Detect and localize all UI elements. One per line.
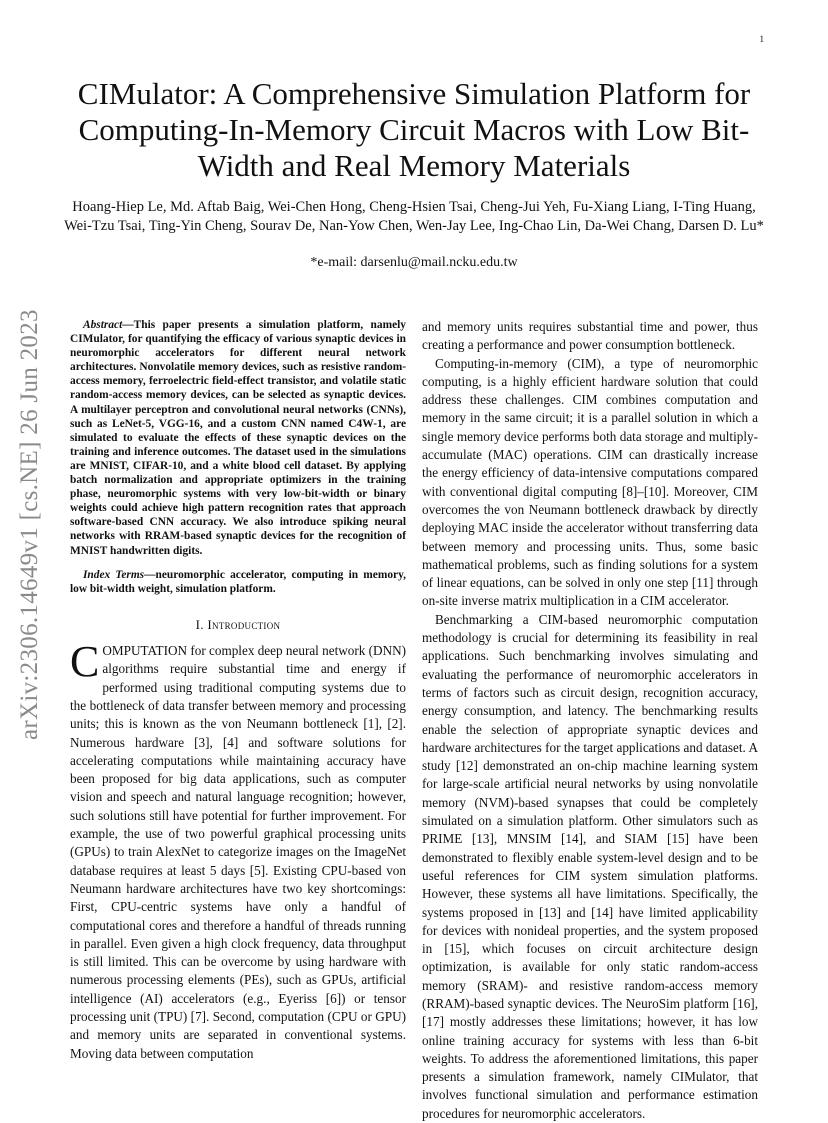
paper-title: CIMulator: A Comprehensive Simulation Platform for Computing-In-Memory Circuit Macros with Low Bit-Width and Real Memory Materials <box>77 76 751 183</box>
intro-paragraph-3: Benchmarking a CIM-based neuromorphic computation methodology is crucial for determining its feasibility in real applications. Such benchmarking involves simulating and evaluating the performance of neuromorphic accelerators in terms of factors such as circuit design, recognition accuracy, energy consumption, and latency. The benchmarking results enable the selection of appropriate synaptic devices and hardware architectures for the target applications and dataset. A study [12] demonstrated an on-chip machine learning system for large-scale artificial neural networks by using nonvolatile memory (NVM)-based synapses that could be completely simulated on a simulation platform. Other simulators such as PRIME [13], MNSIM [14], and SIAM [15] have been demonstrated to flexibly enable system-level design and to be useful references for CIM system simulation platforms. However, these systems all have limitations. Specifically, the systems proposed in [13] and [14] have limited applicability for devices with nonideal properties, and the system proposed in [15], which focuses on circuit architecture design optimization, is available for only static random-access memory (SRAM)- and resistive random-access memory (RRAM)-based synaptic devices. The NeuroSim platform [16], [17] mostly addresses these limitations; however, it has low online training accuracy for systems with less than 6-bit weights. To address the aforementioned limitations, this paper presents a simulation framework, namely CIMulator, that involves functional simulation and performance estimation procedures for neuromorphic accelerators. <box>422 611 758 1121</box>
intro-paragraph-1-continued: and memory units requires substantial time and power, thus creating a performance and power consumption bottleneck. <box>422 319 758 353</box>
index-terms-text: —neuromorphic accelerator, computing in memory, low bit-width weight, simulation platform. <box>70 568 406 595</box>
right-column <box>422 318 758 1123</box>
section-heading-introduction: I. Introduction <box>195 616 281 632</box>
left-column <box>70 318 406 1063</box>
abstract <box>70 318 406 558</box>
intro-paragraph-1 <box>70 637 407 1063</box>
index-terms-label: Index Terms <box>83 568 145 581</box>
abstract-text: —This paper presents a simulation platform, namely CIMulator, for quantifying the efficacy of various synaptic devices in neuromorphic accelerators for different neural network architectures. Nonvolatile memory devices, such as resistive random-access memory, ferroelectric field-effect transistor, and volatile static random-access memory devices, can be selected as synaptic devices. A multilayer perceptron and convolutional neural networks (CNNs), such as LeNet-5, VGG-16, and a custom CNN named C4W-1, are simulated to evaluate the effects of these synaptic devices on the training and inference outcomes. The dataset used in the simulations are MNIST, CIFAR-10, and a white blood cell dataset. By applying batch normalization and appropriate optimizers in the training phase, neuromorphic systems with very low-bit-width or binary weights could achieve high pattern recognition rates that approach software-based CNN accuracy. We also introduce spiking neural networks with RRAM-based synaptic devices for the recognition of MNIST handwritten digits. <box>70 319 406 557</box>
intro-paragraph-1-text: for complex deep neural network (DNN) algorithms require substantial time and energy if performed using traditional computing systems due to the bottleneck of data transfer between memory and processing units; this is known as the von Neumann bottleneck [1], [2]. Numerous hardware [3], [4] and software solutions for accelerating computations while maintaining accuracy have been proposed for big data applications, such as computer vision and speech and natural language recognition; however, such solutions still have potential for further improvement. For example, the use of two powerful graphical processing units (GPUs) to train AlexNet to categorize images on the ImageNet database requires at least 5 days [5]. Existing CPU-based von Neumann hardware architectures have two key shortcomings: First, CPU-centric systems have only a handful of computational cores and therefore a handful of threads running in parallel. Even given a high clock frequency, data throughput is still limited. This can be overcome by using hardware with numerous processing elements (PEs), such as GPUs, artificial intelligence (AI) accelerators (e.g., Eyeriss [6]) or tensor processing unit (TPU) [7]. Second, computation (CPU or GPU) and memory units are separated in conventional systems. Moving data between computation <box>70 643 407 1061</box>
page-number: 1 <box>759 34 764 44</box>
contact-email: *e-mail: darsenlu@mail.ncku.edu.tw <box>310 255 518 270</box>
abstract-label: Abstract <box>83 319 123 331</box>
drop-cap: C <box>70 637 100 687</box>
first-word-small-caps: OMPUTATION <box>102 643 188 659</box>
arxiv-identifier: arXiv:2306.14649v1 [cs.NE] 26 Jun 2023 <box>16 309 43 740</box>
index-terms <box>70 568 406 596</box>
author-list: Hoang-Hiep Le, Md. Aftab Baig, Wei-Chen Hong, Cheng-Hsien Tsai, Cheng-Jui Yeh, Fu-Xiang Liang, I-Ting Huang, Wei-Tzu Tsai, Ting-Yin Cheng, Sourav De, Nan-Yow Chen, Wen-Jay Lee, Ing-Chao Lin, Da-Wei Chang, Darsen D. Lu* <box>64 199 764 234</box>
intro-paragraph-2: Computing-in-memory (CIM), a type of neuromorphic computing, is a highly efficient hardware solution that could address these challenges. CIM combines computation and memory in the same circuit; it is a parallel solution in which a single memory device performs both data storage and multiply-accumulate (MAC) operations. CIM can drastically increase the energy efficiency of data-intensive computations compared with conventional digital computing [8]–[10]. Moreover, CIM overcomes the von Neumann bottleneck drawback by directly deploying MAC inside the accelerator without transferring data between memory and processing units. Thus, some basic mathematical problems, such as finding solutions for a system of linear equations, can be solved in only one step [11] through on-site inverse matrix multiplication in a CIM accelerator. <box>422 355 758 609</box>
